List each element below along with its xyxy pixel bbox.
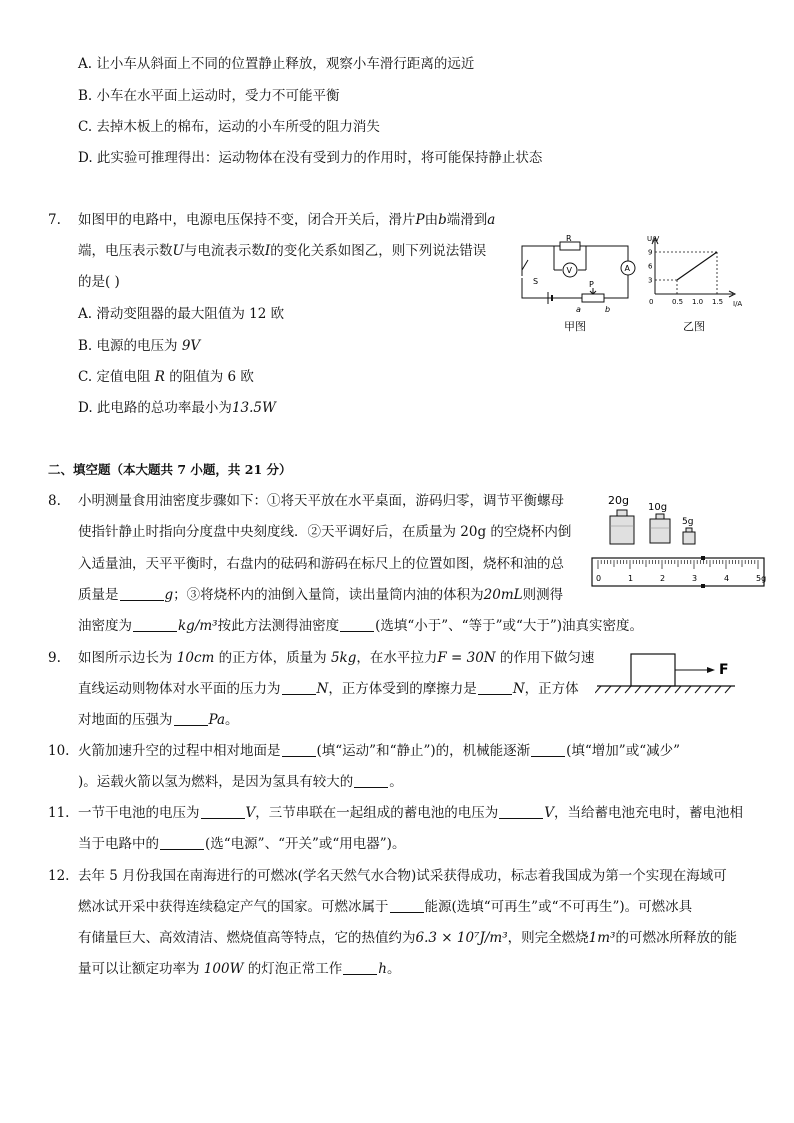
section-title: 二、填空题（本大题共 7 小题，共 21 分） (48, 462, 292, 477)
weight-5g-icon (686, 528, 692, 532)
q7-stem-line1: 如图甲的电路中，电源电压保持不变，闭合开关后，滑片P由b端滑到a (78, 212, 496, 228)
q9-number: 9. (48, 650, 61, 666)
q10-blank-motion[interactable] (282, 742, 316, 757)
cube-icon (631, 654, 675, 686)
label-p: P (589, 280, 594, 289)
q8-blank-compare[interactable] (340, 617, 374, 632)
q8-line2: 使指针静止时指向分度盘中央刻度线．②天平调好后，在质量为 20g 的空烧杯内倒 (78, 524, 572, 540)
x-tick-label: 0 (649, 298, 654, 306)
switch-icon (522, 260, 528, 270)
caption-jia: 甲图 (564, 320, 586, 332)
q12-number: 12. (48, 868, 70, 884)
q7-circuit-figure (520, 230, 642, 332)
y-axis-label: U/V (647, 235, 660, 243)
x-axis-label: I/A (733, 300, 743, 308)
q12-line2: 燃冰试开采中获得连续稳定产气的国家。可燃冰属于 能源(选填“可再生”或“不可再生”)。可燃冰具 (78, 899, 693, 915)
label-a-end: a (576, 305, 581, 314)
q8-line3: 入适量油，天平平衡时，右盘内的砝码和游码在标尺上的位置如图，烧杯和油的总 (78, 556, 564, 572)
resistor-r (560, 242, 580, 250)
q8-line4: 质量是 g；③将烧杯内的油倒入量筒，读出量筒内油的体积为20mL则测得 (78, 587, 564, 603)
q7-number: 7. (48, 212, 61, 228)
q10-blank-energy[interactable] (531, 742, 565, 757)
force-label: F (719, 662, 729, 678)
q7-graph-figure (645, 232, 745, 332)
q12-blank-energy-type[interactable] (390, 898, 424, 913)
q8-number: 8. (48, 493, 61, 509)
rider-icon (701, 556, 705, 560)
x-tick-label: 1.5 (712, 298, 724, 306)
q9-line2: 直线运动则物体对水平面的压力为 N，正方体受到的摩擦力是 N，正方体 (78, 681, 579, 697)
q8-line1: 小明测量食用油密度步骤如下：①将天平放在水平桌面，游码归零，调节平衡螺母 (78, 493, 564, 509)
q12-line4: 量可以让额定功率为 100W 的灯泡正常工作 h。 (78, 961, 401, 977)
q7-option-d: D. 此电路的总功率最小为13.5W (78, 400, 276, 416)
y-tick-label: 6 (648, 262, 653, 271)
q6-option-b: B. 小车在水平面上运动时，受力不可能平衡 (78, 88, 340, 104)
q9-blank-friction[interactable] (478, 680, 512, 695)
label-a: A (624, 264, 630, 273)
q10-number: 10. (48, 743, 70, 759)
label-b-end: b (605, 305, 611, 314)
q11-blank-battery[interactable] (499, 804, 543, 819)
q10-blank-property[interactable] (354, 773, 388, 788)
q6-option-c: C. 去掉木板上的棉布，运动的小车所受的阻力消失 (78, 119, 380, 135)
q8-weights-figure (590, 490, 770, 602)
q7-stem-line2: 端，电压表示数U与电流表示数I的变化关系如图乙，则下列说法错误 (78, 243, 487, 259)
q11-line1: 一节干电池的电压为 V，三节串联在一起组成的蓄电池的电压为 V，当给蓄电池充电时，蓄电池相 (78, 805, 743, 821)
q8-blank-density[interactable] (133, 617, 177, 632)
rheostat-icon (582, 294, 604, 302)
weight-10g-icon (656, 514, 664, 519)
q7-option-c: C. 定值电阻 R 的阻值为 6 欧 (78, 369, 254, 385)
q11-blank-dry-cell[interactable] (201, 804, 245, 819)
weight-20g-icon (617, 510, 627, 516)
ruler-tick-label: 1 (628, 574, 634, 583)
q9-block-figure (595, 648, 740, 698)
label-v: V (566, 266, 572, 275)
q7-stem-line3: 的是( ) (78, 274, 120, 290)
q9-line3: 对地面的压强为 Pa。 (78, 712, 239, 728)
q11-line2: 当于电路中的 (选“电源”、“开关”或“用电器”)。 (78, 836, 406, 852)
q8-line5: 油密度为 kg/m³按此方法测得油密度 (选填“小于”、“等于”或“大于”)油真实密度。 (78, 618, 644, 634)
ruler-tick-label: 4 (724, 574, 730, 583)
q9-blank-pressure-force[interactable] (282, 680, 316, 695)
q9-line1: 如图所示边长为 10cm 的正方体，质量为 5kg，在水平拉力F = 30N 的作用下做匀速 (78, 650, 595, 666)
q11-blank-role[interactable] (160, 835, 204, 850)
caption-yi: 乙图 (683, 320, 705, 332)
q7-option-a: A. 滑动变阻器的最大阻值为 12 欧 (78, 306, 285, 322)
q8-blank-mass[interactable] (120, 586, 164, 601)
q12-line1: 去年 5 月份我国在南海进行的可燃冰(学名天然气水合物)试采获得成功，标志着我国成为第一个实现在海域可 (78, 868, 727, 884)
y-tick-label: 9 (648, 248, 653, 257)
x-tick-label: 0.5 (672, 298, 684, 306)
ruler-tick-label: 3 (692, 574, 698, 583)
q10-line1: 火箭加速升空的过程中相对地面是 (填“运动”和“静止”)的，机械能逐渐 (填“增加”或“减少” (78, 743, 681, 759)
label-r: R (566, 234, 572, 243)
ruler-tick-label: 5g (756, 574, 767, 583)
label-s: S (533, 277, 539, 286)
weight-5g-label: 5g (682, 517, 694, 527)
q6-option-d: D. 此实验可推理得出：运动物体在没有受到力的作用时，将可能保持静止状态 (78, 150, 543, 166)
ruler-tick-label: 0 (596, 574, 602, 583)
x-tick-label: 1.0 (692, 298, 704, 306)
q12-line3: 有储量巨大、高效清洁、燃烧值高等特点，它的热值约为6.3 × 10⁷J/m³，则完全燃烧1m³的可燃冰所释放的能 (78, 930, 737, 946)
weight-10g-label: 10g (648, 502, 668, 513)
q7-option-b: B. 电源的电压为 9V (78, 338, 201, 354)
q9-blank-pressure[interactable] (174, 711, 208, 726)
ruler-tick-label: 2 (660, 574, 666, 583)
graph-line (677, 252, 717, 280)
q11-number: 11. (48, 805, 70, 821)
q6-option-a: A. 让小车从斜面上不同的位置静止释放，观察小车滑行距离的远近 (78, 56, 475, 72)
y-tick-label: 3 (648, 276, 653, 285)
weight-20g-label: 20g (608, 494, 629, 507)
q12-blank-hours[interactable] (343, 960, 377, 975)
q10-line2: )。运载火箭以氢为燃料，是因为氢具有较大的 。 (78, 774, 403, 790)
